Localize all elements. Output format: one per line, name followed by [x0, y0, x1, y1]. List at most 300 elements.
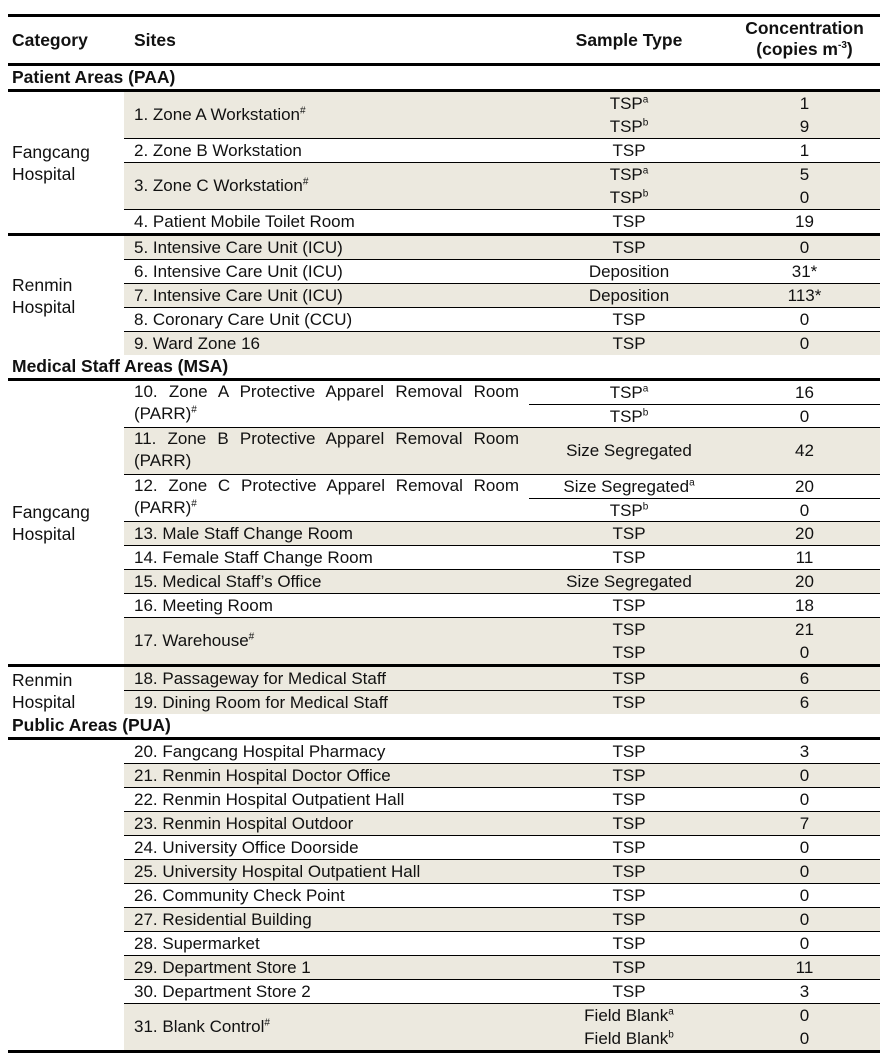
site-label: 12. Zone C Protective Apparel Removal Room (PARR) — [134, 476, 519, 517]
sample-type-label: Size Segregated — [566, 572, 692, 591]
header-concentration-line1: Concentration — [745, 18, 864, 38]
sample-type-label: TSP — [612, 141, 646, 160]
concentration-value: 20 — [795, 524, 814, 543]
table-row — [124, 787, 880, 811]
sample-list — [529, 860, 880, 883]
header-concentration: Concentration (copies $m^{-3}$) — [745, 18, 864, 59]
sample-type — [529, 570, 729, 593]
table-row — [124, 617, 880, 664]
site-label: 19. Dining Room for Medical Staff — [134, 692, 388, 712]
table-row — [124, 859, 880, 883]
section-title: Public Areas (PUA) — [12, 715, 171, 735]
sample-line — [529, 908, 880, 931]
sample-type-footnote: b — [642, 188, 649, 200]
table-header — [8, 17, 880, 63]
concentration-value: 0 — [799, 838, 810, 857]
table-row — [124, 955, 880, 979]
site-label: 5. Intensive Care Unit (ICU) — [134, 237, 343, 257]
sample-line — [529, 308, 880, 331]
concentration-value: 0 — [799, 910, 810, 929]
sample-list — [529, 691, 880, 714]
sample-list — [529, 381, 880, 428]
site-label: 27. Residential Building — [134, 909, 312, 929]
site-name — [134, 630, 519, 652]
sample-line — [529, 92, 880, 115]
site-label: 16. Meeting Room — [134, 595, 273, 615]
site-name — [134, 547, 519, 569]
sample-list — [529, 163, 880, 209]
sampling-sites-table — [8, 14, 880, 1053]
sample-type-label: TSP — [609, 117, 643, 136]
table-row — [124, 545, 880, 569]
table-row — [124, 92, 880, 138]
site-label: 9. Ward Zone 16 — [134, 333, 260, 353]
concentration-value: 0 — [799, 643, 810, 662]
concentration-value: 0 — [799, 766, 810, 785]
sample-type-label: Field Blank — [584, 1029, 669, 1048]
table-row — [124, 931, 880, 955]
concentration-value: 21 — [795, 620, 814, 639]
category-line: Fangcang — [12, 141, 90, 162]
sample-type-label: TSP — [609, 94, 643, 113]
sample-list — [529, 908, 880, 931]
category-group — [8, 667, 880, 714]
sample-line — [529, 332, 880, 355]
sample-type — [529, 186, 729, 209]
concentration-value: 7 — [799, 814, 810, 833]
site-name — [134, 981, 519, 1003]
site-label: 21. Renmin Hospital Doctor Office — [134, 765, 391, 785]
sample-type — [529, 860, 729, 883]
sample-type-label: TSP — [612, 958, 646, 977]
sample-type-footnote: a — [689, 477, 695, 489]
table-row — [124, 593, 880, 617]
site-label: 8. Coronary Care Unit (CCU) — [134, 309, 353, 329]
sample-line — [529, 115, 880, 138]
sample-type-label: TSP — [609, 165, 643, 184]
sample-type-label: TSP — [612, 212, 646, 231]
table-row — [124, 521, 880, 545]
sample-line — [529, 691, 880, 714]
sample-type-footnote: b — [642, 501, 649, 513]
sample-type — [529, 210, 729, 233]
site-label: 22. Renmin Hospital Outpatient Hall — [134, 789, 405, 809]
sample-line — [529, 186, 880, 209]
concentration-value: 19 — [795, 212, 814, 231]
sample-type-label: TSP — [609, 188, 643, 207]
site-label: 24. University Office Doorside — [134, 837, 359, 857]
sample-type-footnote: a — [668, 1006, 674, 1018]
sample-type — [529, 932, 729, 955]
sample-line — [529, 1004, 880, 1027]
sample-type-label: TSP — [612, 669, 646, 688]
site-name — [134, 571, 519, 593]
sample-list — [529, 236, 880, 259]
category-label — [12, 274, 75, 318]
category-line: Fangcang — [12, 501, 90, 522]
concentration-value: 20 — [795, 477, 814, 496]
sample-type-label: TSP — [612, 238, 646, 257]
sample-type-label: TSP — [612, 310, 646, 329]
table-row — [124, 811, 880, 835]
sample-type — [529, 908, 729, 931]
site-name — [134, 475, 519, 519]
sample-line — [529, 210, 880, 233]
sample-line — [529, 260, 880, 283]
concentration-value: 0 — [799, 1006, 810, 1025]
concentration-value: 16 — [795, 383, 814, 402]
sample-type-label: TSP — [612, 982, 646, 1001]
sample-line — [529, 764, 880, 787]
sample-type-label: TSP — [609, 501, 643, 520]
site-name — [134, 175, 519, 197]
sample-type-label: TSP — [612, 910, 646, 929]
sample-list — [529, 884, 880, 907]
concentration-value: 6 — [799, 669, 810, 688]
sample-type — [529, 812, 729, 835]
category-line: Hospital — [12, 691, 76, 712]
sample-type — [529, 139, 729, 162]
site-label: 7. Intensive Care Unit (ICU) — [134, 285, 343, 305]
sample-list — [529, 788, 880, 811]
header-sample-type: Sample Type — [575, 30, 683, 50]
concentration-value: 42 — [795, 441, 814, 460]
category-group — [8, 92, 880, 233]
site-label: 20. Fangcang Hospital Pharmacy — [134, 741, 386, 761]
sample-line — [529, 594, 880, 617]
sample-line — [529, 740, 880, 763]
category-group — [8, 236, 880, 355]
table-row — [124, 381, 880, 427]
category-label — [12, 669, 75, 713]
sample-list — [529, 956, 880, 979]
sample-type-label: TSP — [612, 790, 646, 809]
sample-list — [529, 475, 880, 522]
sample-type-footnote: a — [642, 94, 649, 106]
site-name — [134, 765, 519, 787]
table-row — [124, 283, 880, 307]
sample-line — [529, 667, 880, 690]
table-row — [124, 209, 880, 233]
site-label: 30. Department Store 2 — [134, 981, 311, 1001]
sample-list — [529, 594, 880, 617]
sample-type-footnote: a — [642, 165, 649, 177]
category-line: Renmin — [12, 274, 73, 295]
site-name — [134, 692, 519, 714]
sample-type-label: TSP — [609, 407, 643, 426]
site-name — [134, 381, 519, 425]
site-footnote-mark: # — [300, 105, 306, 117]
site-label: 6. Intensive Care Unit (ICU) — [134, 261, 343, 281]
table-row — [124, 835, 880, 859]
sample-type — [529, 236, 729, 259]
sample-type — [529, 260, 729, 283]
sample-list — [529, 764, 880, 787]
site-footnote-mark: # — [191, 404, 197, 416]
sample-line — [529, 932, 880, 955]
sample-list — [529, 618, 880, 664]
sample-list — [529, 210, 880, 233]
sample-type — [529, 764, 729, 787]
table-row — [124, 979, 880, 1003]
concentration-value: 0 — [799, 886, 810, 905]
sample-line — [529, 1027, 880, 1050]
site-label: 18. Passageway for Medical Staff — [134, 668, 386, 688]
sample-line — [529, 956, 880, 979]
sample-list — [529, 570, 880, 593]
concentration-value: 0 — [799, 238, 810, 257]
concentration-value: 0 — [799, 934, 810, 953]
site-label: 2. Zone B Workstation — [134, 140, 302, 160]
sample-type-label: TSP — [612, 596, 646, 615]
concentration-value: 113* — [787, 286, 822, 305]
site-label: 29. Department Store 1 — [134, 957, 311, 977]
table-row — [124, 1003, 880, 1050]
site-label: 15. Medical Staff’s Office — [134, 571, 322, 591]
sample-type-label: Size Segregated — [566, 441, 692, 460]
site-name — [134, 285, 519, 307]
site-name — [134, 813, 519, 835]
site-name — [134, 523, 519, 545]
category-label — [12, 141, 90, 185]
sample-type-footnote: b — [642, 407, 649, 419]
category-line: Renmin — [12, 669, 73, 690]
sample-list — [529, 284, 880, 307]
sample-list — [529, 932, 880, 955]
table-row — [124, 162, 880, 209]
sample-type-label: Deposition — [588, 262, 670, 281]
sample-type-label: TSP — [612, 838, 646, 857]
table-row — [124, 331, 880, 355]
sample-line — [529, 546, 880, 569]
sample-list — [529, 740, 880, 763]
sample-type-label: Size Segregated — [563, 477, 690, 496]
sample-list — [529, 92, 880, 138]
sample-line — [529, 812, 880, 835]
sample-type — [529, 332, 729, 355]
sample-type-footnote: b — [642, 117, 649, 129]
table-row — [124, 259, 880, 283]
site-name — [134, 211, 519, 233]
sample-line — [529, 404, 880, 428]
sample-type-label: TSP — [612, 766, 646, 785]
sample-type-footnote: b — [668, 1029, 674, 1041]
sample-list — [529, 332, 880, 355]
category-group — [8, 740, 880, 1050]
site-label: 26. Community Check Point — [134, 885, 345, 905]
category-line: Hospital — [12, 523, 76, 544]
sample-type — [529, 1004, 729, 1027]
site-name — [134, 861, 519, 883]
site-name — [134, 428, 519, 472]
site-name — [134, 237, 519, 259]
sample-line — [529, 522, 880, 545]
sample-type — [529, 1027, 729, 1050]
sample-type-label: TSP — [612, 742, 646, 761]
sample-type-label: Field Blank — [584, 1006, 669, 1025]
concentration-value: 31* — [791, 262, 818, 281]
sample-type — [529, 284, 729, 307]
site-label: 1. Zone A Workstation — [134, 105, 300, 124]
site-name — [134, 261, 519, 283]
sample-type — [529, 405, 729, 428]
sample-list — [529, 667, 880, 690]
sample-type — [529, 522, 729, 545]
concentration-value: 20 — [795, 572, 814, 591]
sample-type — [529, 980, 729, 1003]
sample-type-label: TSP — [612, 693, 646, 712]
sample-line — [529, 139, 880, 162]
site-name — [134, 837, 519, 859]
site-label: 10. Zone A Protective Apparel Removal Room (PARR) — [134, 382, 519, 423]
table-row — [124, 427, 880, 474]
sample-type-label: TSP — [612, 862, 646, 881]
category-line: Hospital — [12, 163, 76, 184]
site-label: 23. Renmin Hospital Outdoor — [134, 813, 354, 833]
concentration-value: 11 — [795, 548, 814, 567]
concentration-value: 1 — [799, 141, 810, 160]
sample-line — [529, 788, 880, 811]
sample-list — [529, 428, 880, 474]
site-label: 14. Female Staff Change Room — [134, 547, 373, 567]
site-name — [134, 309, 519, 331]
table-row — [124, 907, 880, 931]
section-title: Medical Staff Areas (MSA) — [12, 356, 229, 376]
table-row — [124, 236, 880, 259]
site-name — [134, 595, 519, 617]
table-row — [124, 667, 880, 690]
table-row — [124, 307, 880, 331]
concentration-value: 3 — [799, 982, 810, 1001]
sample-type — [529, 956, 729, 979]
site-label: 28. Supermarket — [134, 933, 260, 953]
sample-list — [529, 308, 880, 331]
sample-line — [529, 641, 880, 664]
sample-line — [529, 884, 880, 907]
sample-list — [529, 812, 880, 835]
sample-type — [529, 594, 729, 617]
table-row — [124, 740, 880, 763]
sample-list — [529, 546, 880, 569]
site-name — [134, 1016, 519, 1038]
sample-list — [529, 980, 880, 1003]
header-concentration-exp: -3 — [837, 40, 847, 52]
sample-type — [529, 92, 729, 115]
sample-line — [529, 163, 880, 186]
site-name — [134, 885, 519, 907]
sample-line — [529, 475, 880, 498]
sample-type — [529, 115, 729, 138]
concentration-value: 6 — [799, 693, 810, 712]
sample-line — [529, 570, 880, 593]
sample-type-label: TSP — [612, 548, 646, 567]
sample-line — [529, 498, 880, 522]
site-name — [134, 741, 519, 763]
site-name — [134, 789, 519, 811]
sample-list — [529, 522, 880, 545]
sample-list — [529, 836, 880, 859]
sample-type-label: TSP — [609, 383, 643, 402]
concentration-value: 3 — [799, 742, 810, 761]
sample-list — [529, 1004, 880, 1050]
site-name — [134, 957, 519, 979]
concentration-value: 0 — [799, 862, 810, 881]
site-name — [134, 909, 519, 931]
table-row — [124, 883, 880, 907]
sample-line — [529, 836, 880, 859]
header-category: Category — [12, 30, 88, 50]
concentration-value: 0 — [799, 1029, 810, 1048]
sample-line — [529, 618, 880, 641]
concentration-value: 0 — [799, 407, 810, 426]
sample-type — [529, 308, 729, 331]
sample-type — [529, 499, 729, 522]
table-row — [124, 763, 880, 787]
site-label: 13. Male Staff Change Room — [134, 523, 353, 543]
sample-type — [529, 691, 729, 714]
concentration-value: 0 — [799, 188, 810, 207]
concentration-value: 0 — [799, 334, 810, 353]
sample-list — [529, 139, 880, 162]
concentration-value: 0 — [799, 310, 810, 329]
site-name — [134, 140, 519, 162]
sample-type — [529, 618, 729, 641]
site-footnote-mark: # — [264, 1017, 270, 1029]
sample-type — [529, 740, 729, 763]
table-body — [8, 66, 880, 1053]
category-label — [12, 501, 90, 545]
sample-type-label: TSP — [612, 643, 646, 662]
site-label: 4. Patient Mobile Toilet Room — [134, 211, 355, 231]
site-footnote-mark: # — [191, 498, 197, 510]
table-row — [124, 138, 880, 162]
site-name — [134, 933, 519, 955]
section-title: Patient Areas (PAA) — [12, 67, 176, 87]
sample-type-label: TSP — [612, 334, 646, 353]
site-name — [134, 104, 519, 126]
category-group — [8, 381, 880, 664]
concentration-value: 18 — [795, 596, 814, 615]
concentration-value: 0 — [799, 790, 810, 809]
site-label: 25. University Hospital Outpatient Hall — [134, 861, 421, 881]
sample-type — [529, 884, 729, 907]
sample-type — [529, 836, 729, 859]
sample-type-label: TSP — [612, 620, 646, 639]
header-concentration-unit: (copies m — [756, 39, 838, 59]
table-row — [124, 690, 880, 714]
sample-list — [529, 260, 880, 283]
sample-line — [529, 381, 880, 404]
concentration-value: 11 — [795, 958, 814, 977]
sample-type-label: TSP — [612, 934, 646, 953]
concentration-value: 1 — [799, 94, 810, 113]
site-name — [134, 668, 519, 690]
site-label: 11. Zone B Protective Apparel Removal Room (PARR) — [134, 429, 519, 470]
sample-line — [529, 284, 880, 307]
sample-type — [529, 546, 729, 569]
concentration-value: 0 — [799, 501, 810, 520]
sample-type — [529, 428, 729, 474]
site-footnote-mark: # — [302, 176, 309, 188]
table-row — [124, 569, 880, 593]
sample-type — [529, 381, 729, 404]
site-name — [134, 333, 519, 355]
category-line: Hospital — [12, 296, 76, 317]
sample-type-footnote: a — [642, 383, 649, 395]
table-row — [124, 474, 880, 521]
sample-type-label: TSP — [612, 886, 646, 905]
sample-line — [529, 236, 880, 259]
